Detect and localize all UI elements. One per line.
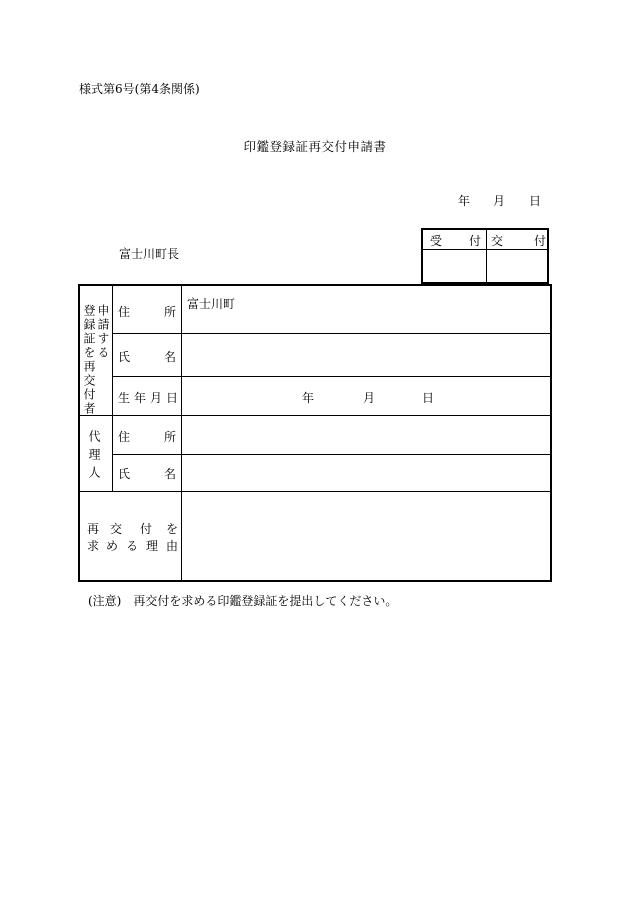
date-year-label: 年 [458, 194, 471, 208]
reason-label-2-2: め [106, 539, 119, 553]
received-stamp-area[interactable] [426, 252, 484, 282]
applicant-section-label-2: 登録証を再交付者 [82, 304, 96, 416]
birthdate-label-3: 月 [150, 391, 163, 405]
reason-label-1-2: 交 [110, 522, 123, 536]
agent-section-label: 代理人 [87, 430, 101, 484]
reason-label-1-4: を [166, 522, 179, 536]
date-month-label: 月 [493, 194, 506, 208]
applicant-name-label-1: 氏 [118, 350, 131, 364]
issued-label-1: 交 [491, 234, 504, 248]
applicant-address-label-2: 所 [164, 305, 177, 319]
reason-label-1-3: 付 [140, 522, 153, 536]
agent-address-label-1: 住 [118, 430, 131, 444]
received-label-1: 受 [430, 234, 443, 248]
reason-label-1-1: 再 [87, 522, 100, 536]
issued-label-2: 付 [534, 234, 547, 248]
applicant-address-label-1: 住 [118, 305, 131, 319]
birthdate-label-4: 日 [166, 391, 179, 405]
form-number: 様式第6号(第4条関係) [79, 82, 200, 96]
note: (注意) 再交付を求める印鑑登録証を提出してください。 [88, 594, 398, 608]
birthdate-month-unit: 月 [363, 391, 376, 405]
reason-label-2-3: る [126, 539, 139, 553]
applicant-address-value[interactable]: 富士川町 [187, 297, 236, 311]
document-title: 印鑑登録証再交付申請書 [243, 139, 387, 154]
birthdate-label-2: 年 [134, 391, 147, 405]
applicant-name-field[interactable] [183, 335, 549, 375]
reason-label-2-4: 理 [146, 539, 159, 553]
birthdate-label-1: 生 [118, 391, 131, 405]
agent-name-label-2: 名 [164, 467, 177, 481]
issued-stamp-area[interactable] [489, 252, 547, 282]
application-form-table [78, 284, 552, 582]
addressee: 富士川町長 [119, 247, 180, 261]
birthdate-year-unit: 年 [302, 391, 315, 405]
agent-address-field[interactable] [183, 417, 549, 453]
reason-label-2-5: 由 [166, 539, 179, 553]
birthdate-day-unit: 日 [422, 391, 435, 405]
received-label-2: 付 [469, 234, 482, 248]
agent-name-field[interactable] [183, 456, 549, 490]
applicant-section-label-1: 申請する [96, 304, 110, 360]
receipt-box [421, 228, 549, 284]
agent-address-label-2: 所 [164, 430, 177, 444]
reason-label-2-1: 求 [87, 539, 100, 553]
reason-field[interactable] [183, 493, 549, 579]
date-day-label: 日 [529, 194, 542, 208]
agent-name-label-1: 氏 [118, 467, 131, 481]
applicant-name-label-2: 名 [164, 350, 177, 364]
